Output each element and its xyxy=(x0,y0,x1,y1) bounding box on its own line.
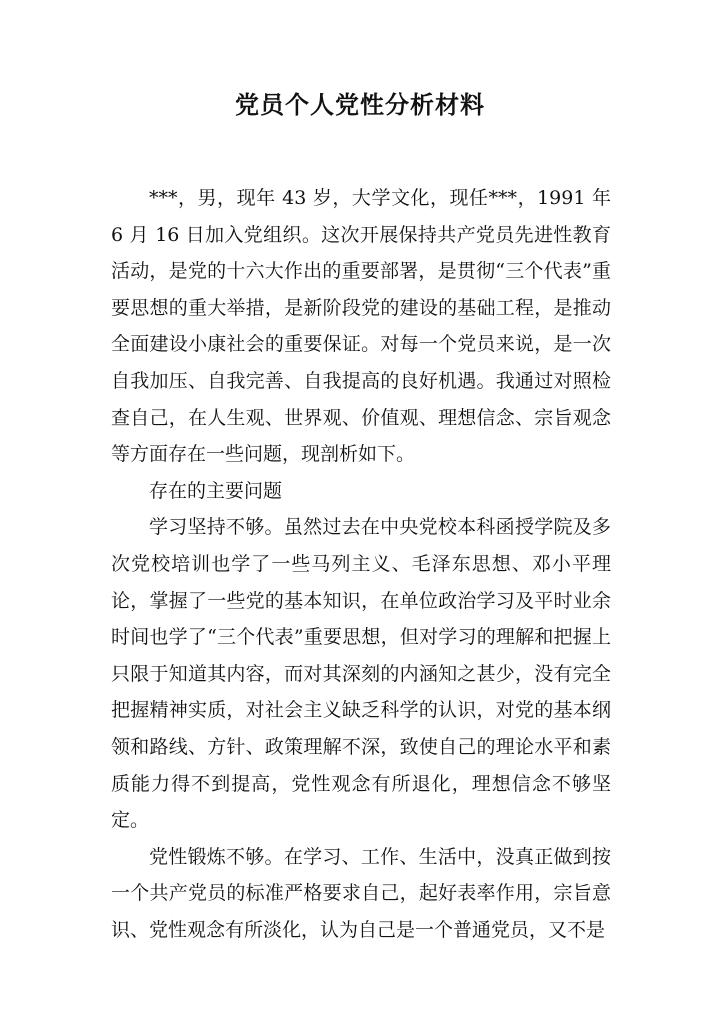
document-body xyxy=(111,180,611,948)
party-training-paragraph: 党性锻炼不够。在学习、工作、生活中，没真正做到按一个共产党员的标准严格要求自己，起好表率作用，宗旨意识、党性观念有所淡化，认为自己是一个普通党员，又不是 xyxy=(111,845,611,941)
document-title: 党员个人党性分析材料 xyxy=(235,91,485,119)
section-heading: 存在的主要问题 xyxy=(149,479,283,502)
study-paragraph: 学习坚持不够。虽然过去在中央党校本科函授学院及多次党校培训也学了一些马列主义、毛泽东思想、邓小平理论，掌握了一些党的基本知识，在单位政治学习及平时业余时间也学了“三个代表”重要思想，但对学习的理解和把握上只限于知道其内容，而对其深刻的内涵知之甚少，没有完全把握精神实质，对社会主义缺乏科学的认识，对党的基本纲领和路线、方针、政策理解不深，致使自己的理论水平和素质能力得不到提高，党性观念有所退化，理想信念不够坚定。 xyxy=(111,516,611,832)
intro-paragraph: ***，男，现年 43 岁，大学文化，现任***，1991 年 6 月 16 日加入党组织。这次开展保持共产党员先进性教育活动，是党的十六大作出的重要部署，是贯彻“三个代表”重要思想的重大举措，是新阶段党的建设的基础工程，是推动全面建设小康社会的重要保证。对每一个党员来说，是一次自我加压、自我完善、自我提高的良好机遇。我通过对照检查自己，在人生观、世界观、价值观、理想信念、宗旨观念等方面存在一些问题，现剖析如下。 xyxy=(111,187,611,466)
